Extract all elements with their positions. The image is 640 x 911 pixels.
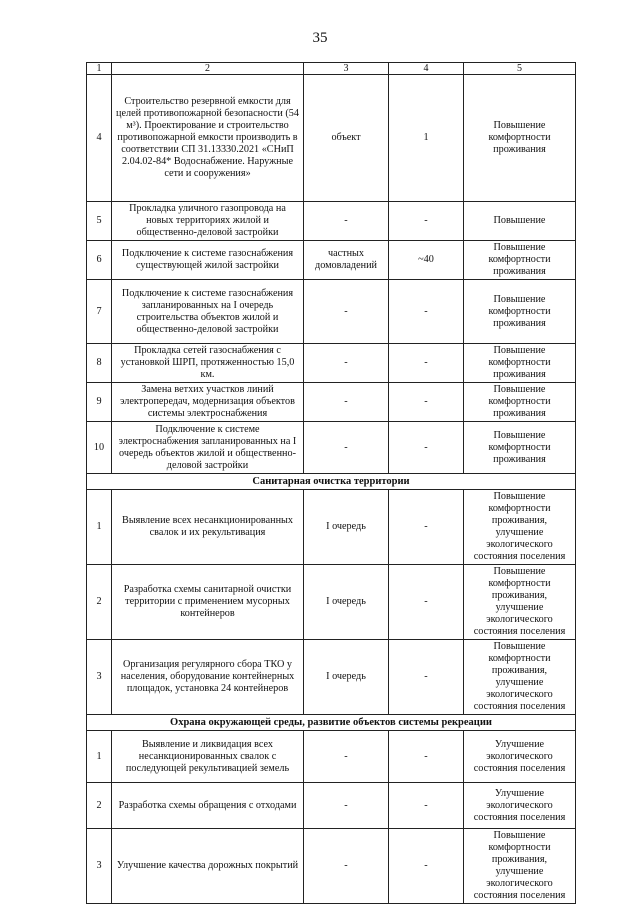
table-row xyxy=(87,490,576,565)
row-result: Повышение комфортности проживания xyxy=(464,344,576,383)
page-number: 35 xyxy=(312,30,328,46)
row-result: Повышение комфортности проживания xyxy=(464,280,576,344)
section-title: Охрана окружающей среды, развитие объектов системы рекреации xyxy=(87,715,576,731)
row-unit: I очередь xyxy=(304,565,389,640)
table-row xyxy=(87,829,576,904)
header-cell: 1 xyxy=(87,63,112,75)
table-row xyxy=(87,280,576,344)
row-quantity: 1 xyxy=(389,75,464,202)
row-number: 1 xyxy=(87,731,112,783)
row-quantity: - xyxy=(389,565,464,640)
row-measure: Строительство резервной емкости для целей противопожарной безопасности (54 м³). Проектирование и строительство противопожарной емкости производить в соответствии СП 31.13330.2021 «СНиП 2.04.02-84* Водоснабжение. Наружные сети и сооружения» xyxy=(112,75,304,202)
row-quantity: - xyxy=(389,280,464,344)
row-quantity: - xyxy=(389,829,464,904)
row-number: 10 xyxy=(87,422,112,474)
table-row xyxy=(87,731,576,783)
row-measure: Подключение к системе электроснабжения запланированных на I очередь объектов жилой и общественно-деловой застройки xyxy=(112,422,304,474)
row-unit: объект xyxy=(304,75,389,202)
row-unit: - xyxy=(304,202,389,241)
row-number: 9 xyxy=(87,383,112,422)
measures-table xyxy=(86,62,576,904)
row-number: 7 xyxy=(87,280,112,344)
row-result: Повышение комфортности проживания, улучшение экологического состояния поселения xyxy=(464,490,576,565)
header-cell: 5 xyxy=(464,63,576,75)
row-number: 3 xyxy=(87,640,112,715)
row-result: Повышение комфортности проживания xyxy=(464,422,576,474)
table-row xyxy=(87,383,576,422)
row-measure: Выявление и ликвидация всех несанкционированных свалок с последующей рекультивацией земель xyxy=(112,731,304,783)
row-unit: - xyxy=(304,731,389,783)
row-measure: Организация регулярного сбора ТКО у населения, оборудование контейнерных площадок, установка 24 контейнеров xyxy=(112,640,304,715)
row-quantity: - xyxy=(389,490,464,565)
header-cell: 3 xyxy=(304,63,389,75)
row-quantity: - xyxy=(389,344,464,383)
row-unit: - xyxy=(304,783,389,829)
section-header-row xyxy=(87,715,576,731)
row-measure: Замена ветхих участков линий электропередач, модернизация объектов системы электроснабжения xyxy=(112,383,304,422)
table-row xyxy=(87,565,576,640)
row-quantity: ~40 xyxy=(389,241,464,280)
header-cell: 4 xyxy=(389,63,464,75)
row-measure: Подключение к системе газоснабжения существующей жилой застройки xyxy=(112,241,304,280)
row-unit: I очередь xyxy=(304,490,389,565)
row-result: Повышение комфортности проживания xyxy=(464,241,576,280)
row-result: Улучшение экологического состояния поселения xyxy=(464,783,576,829)
row-number: 2 xyxy=(87,783,112,829)
row-unit: - xyxy=(304,383,389,422)
row-unit: - xyxy=(304,344,389,383)
header-cell: 2 xyxy=(112,63,304,75)
table-row xyxy=(87,202,576,241)
row-measure: Выявление всех несанкционированных свалок и их рекультивация xyxy=(112,490,304,565)
row-unit: - xyxy=(304,829,389,904)
row-result: Повышение комфортности проживания xyxy=(464,75,576,202)
row-measure: Прокладка сетей газоснабжения с установкой ШРП, протяженностью 15,0 км. xyxy=(112,344,304,383)
section-header-row xyxy=(87,474,576,490)
row-quantity: - xyxy=(389,640,464,715)
table-row xyxy=(87,422,576,474)
table-row xyxy=(87,241,576,280)
row-number: 6 xyxy=(87,241,112,280)
row-unit: - xyxy=(304,422,389,474)
row-unit: I очередь xyxy=(304,640,389,715)
row-measure: Прокладка уличного газопровода на новых территориях жилой и общественно-деловой застройки xyxy=(112,202,304,241)
row-quantity: - xyxy=(389,731,464,783)
row-number: 5 xyxy=(87,202,112,241)
row-quantity: - xyxy=(389,383,464,422)
row-quantity: - xyxy=(389,783,464,829)
row-result: Повышение комфортности проживания, улучшение экологического состояния поселения xyxy=(464,829,576,904)
row-quantity: - xyxy=(389,422,464,474)
row-unit: частных домовладений xyxy=(304,241,389,280)
row-result: Улучшение экологического состояния поселения xyxy=(464,731,576,783)
row-result: Повышение комфортности проживания, улучшение экологического состояния поселения xyxy=(464,565,576,640)
row-measure: Улучшение качества дорожных покрытий xyxy=(112,829,304,904)
row-number: 4 xyxy=(87,75,112,202)
row-measure: Подключение к системе газоснабжения запланированных на I очередь строительства объектов жилой и общественно-деловой застройки xyxy=(112,280,304,344)
row-result: Повышение xyxy=(464,202,576,241)
row-number: 1 xyxy=(87,490,112,565)
table-row xyxy=(87,640,576,715)
row-result: Повышение комфортности проживания xyxy=(464,383,576,422)
row-number: 3 xyxy=(87,829,112,904)
row-result: Повышение комфортности проживания, улучшение экологического состояния поселения xyxy=(464,640,576,715)
row-number: 2 xyxy=(87,565,112,640)
table-row xyxy=(87,344,576,383)
table-header-row xyxy=(87,63,576,75)
row-quantity: - xyxy=(389,202,464,241)
table-row xyxy=(87,783,576,829)
table-row xyxy=(87,75,576,202)
row-measure: Разработка схемы обращения с отходами xyxy=(112,783,304,829)
row-unit: - xyxy=(304,280,389,344)
row-number: 8 xyxy=(87,344,112,383)
row-measure: Разработка схемы санитарной очистки территории с применением мусорных контейнеров xyxy=(112,565,304,640)
section-title: Санитарная очистка территории xyxy=(87,474,576,490)
